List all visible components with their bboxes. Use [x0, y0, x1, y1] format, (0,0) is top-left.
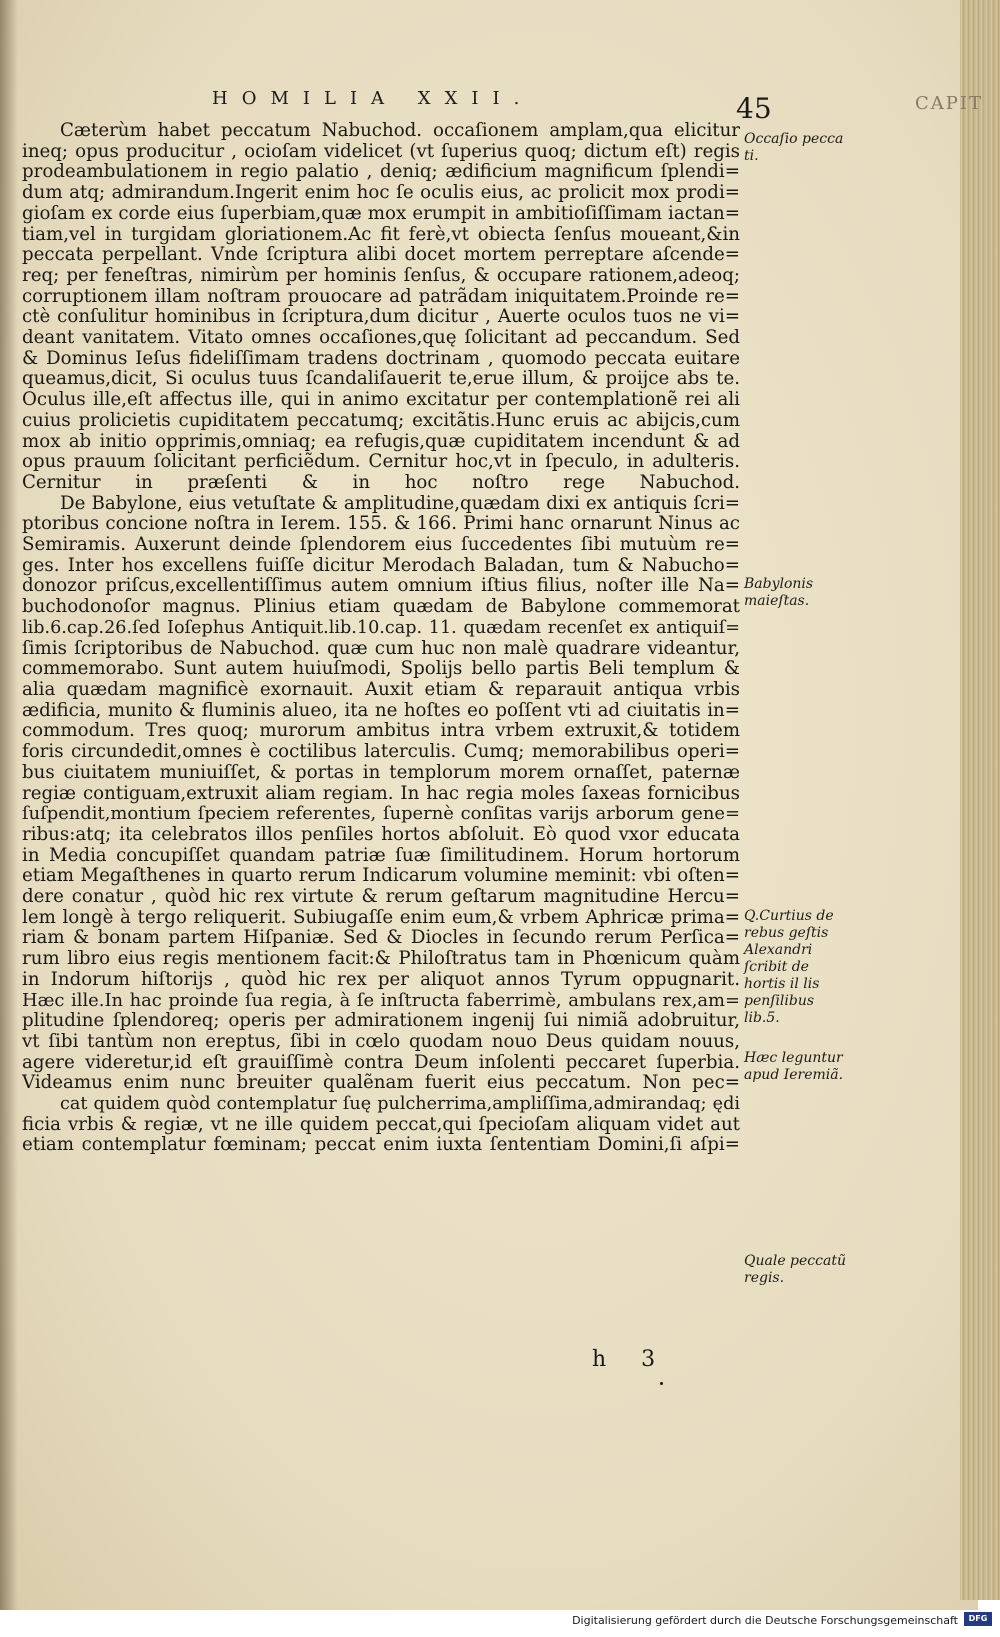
margin-note-curtius: Q.Curtius de rebus geſtis Alexandri ſcribit de hortis il lis penſilibus lib.5. [744, 908, 834, 1026]
text-line: alia quædam magnificè exornauit. Auxit etiam & reparauit antiqua vrbis [22, 679, 740, 700]
text-line: & Dominus Ieſus fideliſſimam tradens doctrinam , quomodo peccata euitare [22, 348, 740, 369]
margin-note-haec: Hæc leguntur apud Ieremiã. [744, 1050, 844, 1083]
text-line: gioſam ex corde eius ſuperbiam,quæ mox erumpit in ambitioſiſſimam iactan= [22, 203, 740, 224]
text-line: Cernitur in præſenti & in hoc noſtro rege Nabuchod. [22, 472, 740, 493]
text-line: ges. Inter hos excellens fuiſſe dicitur Merodach Baladan, tum & Nabucho= [22, 555, 740, 576]
text-line: prodeambulationem in regio palatio , deniq; ædificium magnificum ſplendi= [22, 162, 740, 183]
body-text [22, 121, 740, 1156]
text-line: queamus,dicit, Si oculus tuus ſcandaliſauerit te,erue illum, & proijce abs te. [22, 369, 740, 390]
folio-number: 45 [736, 92, 772, 125]
text-line: deant vanitatem. Vitato omnes occaſiones,quę ſolicitant ad peccandum. Sed [22, 328, 740, 349]
text-line: Hæc ille.In hac proinde ſua regia, à ſe inſtructa faberrimè, ambulans rex,am= [22, 990, 740, 1011]
footer-credit: Digitalisierung gefördert durch die Deutsche Forschungsgemeinschaft [572, 1614, 958, 1627]
text-line: mox ab initio opprimis,omniaq; ea refugis,quæ cupiditatem incendunt & ad [22, 431, 740, 452]
margin-note-occasio: Occaſio pecca ti. [744, 131, 844, 164]
text-line: ædificia, munito & fluminis alueo, ita ne hoſtes eo poſſent vti ad ciuitatis in= [22, 700, 740, 721]
text-line: in Indorum hiſtorijs , quòd hic rex per aliquot annos Tyrum oppugnarit. [22, 969, 740, 990]
text-line: De Babylone, eius vetuſtate & amplitudine,quædam dixi ex antiquis ſcri= [60, 493, 740, 514]
text-line: peccata perpellant. Vnde ſcriptura alibi docet mortem perreptare aſcende= [22, 245, 740, 266]
text-line: etiam contemplatur fœminam; peccat enim iuxta ſententiam Domini,ſi aſpi= [22, 1135, 740, 1156]
text-line: ribus:atq; ita celebratos illos penſiles hortos abſoluit. Eò quod vxor educata [22, 824, 740, 845]
text-line: vt ſibi tantùm non ereptus, ſibi in cœlo quodam nouo Deus quidam nouus, [22, 1031, 740, 1052]
text-line: Videamus enim nunc breuiter qualẽnam fuerit eius peccatum. Non pec= [22, 1073, 740, 1094]
text-line: foris circundedit,omnes è coctilibus laterculis. Cumq; memorabilibus operi= [22, 742, 740, 763]
text-line: lem longè à tergo reliquerit. Subiugaſſe enim eum,& vrbem Aphricæ prima= [22, 907, 740, 928]
text-line: plitudine ſplendoreq; operis per admirationem ingenij ſui nimiã adobruitur, [22, 1011, 740, 1032]
text-line: ptoribus concione noſtra in Ierem. 155. & 166. Primi hanc ornarunt Ninus ac [22, 514, 740, 535]
text-line: etiam Megaſthenes in quarto rerum Indicarum volumine meminit: vbi oſten= [22, 866, 740, 887]
text-line: cuius prolicietis cupiditatem peccatumq; excitãtis.Hunc eruis ac abijcis,cum [22, 410, 740, 431]
text-line: Semiramis. Auxerunt deinde ſplendorem eius ſuccedentes ſibi mutuùm re= [22, 535, 740, 556]
binding-gutter [0, 0, 18, 1610]
text-line: opus prauum ſolicitant perficiẽdum. Cernitur hoc,vt in ſpeculo, in adulteris. [22, 452, 740, 473]
text-line: ficia vrbis & regiæ, vt ne ille quidem peccat,qui ſpecioſam aliquam videt aut [22, 1114, 740, 1135]
facing-page-catchword: CAPIT [915, 93, 983, 114]
margin-note-babylonis: Babylonis maieſtas. [744, 576, 814, 609]
text-line: rum libro eius regis mentionem facit:& Philoſtratus tam in Phœnicum quàm [22, 949, 740, 970]
text-line: buchodonoſor magnus. Plinius etiam quædam de Babylone commemorat [22, 597, 740, 618]
text-line: in Media concupiſſet quandam patriæ ſuæ ſimilitudinem. Horum hortorum [22, 845, 740, 866]
text-line: Oculus ille,eſt affectus ille, qui in animo excitatur per contemplationẽ rei ali [22, 390, 740, 411]
text-line: ſuſpendit,montium ſpeciem referentes, ſupernè conſitas varijs arborum gene= [22, 804, 740, 825]
ink-dot [660, 1382, 663, 1385]
signature-mark: h 3 [592, 1347, 670, 1372]
dfg-logo: DFG [964, 1612, 992, 1626]
text-line: commodum. Tres quoq; murorum ambitus intra vrbem extruxit,& totidem [22, 721, 740, 742]
text-line: agere videretur,id eſt grauiſſimè contra Deum inſolenti peccaret ſuperbia. [22, 1052, 740, 1073]
text-line: cat quidem quòd contemplatur ſuę pulcherrima,ampliſſima,admirandaq; ędi [60, 1094, 740, 1115]
text-line: dum atq; admirandum.Ingerit enim hoc ſe oculis eius, ac prolicit mox prodi= [22, 183, 740, 204]
text-line: dere conatur , quòd hic rex virtute & rerum geſtarum magnitudine Hercu= [22, 887, 740, 908]
page-stack-edge [960, 0, 1000, 1600]
text-line: req; per feneſtras, nimirùm per hominis ſenſus, & occupare rationem,adeoq; [22, 265, 740, 286]
margin-note-quale: Quale peccatũ regis. [744, 1253, 846, 1286]
running-head: HOMILIA XXII. [212, 88, 534, 109]
text-line: riam & bonam partem Hiſpaniæ. Sed & Diocles in ſecundo rerum Perſica= [22, 928, 740, 949]
text-line: ſimis ſcriptoribus de Nabuchod. quæ cum huc non malè quadrare videantur, [22, 638, 740, 659]
text-line: regiæ contiguam,extruxit aliam regiam. In hac regia moles ſaxeas fornicibus [22, 783, 740, 804]
text-line: ctè conſulitur hominibus in ſcriptura,dum dicitur , Auerte oculos tuos ne vi= [22, 307, 740, 328]
text-line: lib.6.cap.26.ſed Ioſephus Antiquit.lib.10.cap. 11. quædam recenſet ex antiquiſ= [22, 617, 740, 638]
text-line: donozor priſcus,excellentiſſimus autem omnium iſtius filius, noſter ille Na= [22, 576, 740, 597]
text-line: corruptionem illam noſtram prouocare ad patrãdam iniquitatem.Proinde re= [22, 286, 740, 307]
text-line: tiam,vel in turgidam gloriationem.Ac fit ferè,vt obiecta ſenſus moueant,&in [22, 224, 740, 245]
text-line: ineq; opus producitur , ocioſam videlicet (vt ſuperius quoq; dictum eſt) regis [22, 141, 740, 162]
text-line: commemorabo. Sunt autem huiuſmodi, Spolijs bello partis Beli templum & [22, 659, 740, 680]
text-line: Cæterùm habet peccatum Nabuchod. occaſionem amplam,qua elicitur [60, 121, 740, 141]
text-line: bus ciuitatem muniuiſſet, & portas in templorum morem ornaſſet, paternæ [22, 762, 740, 783]
